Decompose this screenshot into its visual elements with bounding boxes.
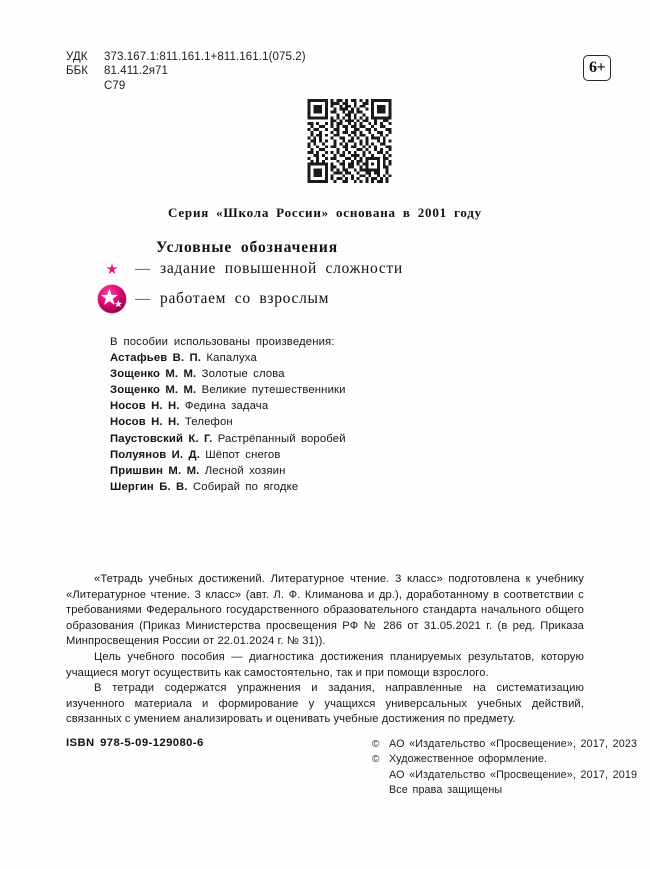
annotation-paragraph-3: В тетради содержатся упражнения и задания, направленные на систематизацию изученного материала и формирование у учащихся универсальных учебных действий, связанных с умением анализировать и оценивать учебные достижения по предмету. bbox=[66, 682, 584, 726]
legend-item-label: работаем со взрослым bbox=[160, 290, 330, 307]
series-line: Серия «Школа России» основана в 2001 году bbox=[168, 205, 482, 220]
copyright-line bbox=[372, 768, 637, 783]
copyright-line bbox=[372, 737, 637, 752]
copyright-line bbox=[372, 783, 637, 798]
annotation-paragraph-2: Цель учебного пособия — диагностика достижения планируемых результатов, которую учащиеся могут осуществить как самостоятельно, так и при помощи взрослого. bbox=[66, 650, 584, 679]
copyright-text: АО «Издательство «Просвещение», 2017, 2019 bbox=[389, 768, 638, 781]
legend-item-advanced-task bbox=[92, 258, 403, 280]
legend-dash: — bbox=[135, 290, 151, 307]
list-item bbox=[110, 479, 346, 495]
work-author: Носов Н. Н. bbox=[110, 400, 180, 413]
work-author: Пришвин М. М. bbox=[110, 464, 200, 477]
work-title: Великие путешественники bbox=[201, 384, 346, 397]
copyright-icon-spacer bbox=[372, 768, 389, 783]
work-title: Шёпот снегов bbox=[205, 448, 281, 461]
work-author: Носов Н. Н. bbox=[110, 416, 180, 429]
work-author: Зощенко М. М. bbox=[110, 384, 197, 397]
list-item bbox=[110, 447, 346, 463]
works-intro: В пособии использованы произведения: bbox=[110, 336, 335, 348]
copyright-text: АО «Издательство «Просвещение», 2017, 2023 bbox=[389, 738, 638, 750]
udk-value: 373.167.1:811.161.1+811.161.1(075.2) bbox=[104, 51, 306, 63]
copyright-icon: © bbox=[372, 754, 380, 766]
copyright-line bbox=[372, 752, 637, 767]
copyright-icon-spacer bbox=[372, 783, 389, 798]
work-title: Лесной хозяин bbox=[204, 464, 286, 477]
work-title: Собирай по ягодке bbox=[192, 480, 299, 493]
classification-codes bbox=[66, 50, 306, 93]
annotation-paragraph-1: «Тетрадь учебных достижений. Литературное чтение. 3 класс» подготовлена к учебнику «Литературное чтение. 3 класс» (авт. Л. Ф. Климанова и др.), доработанному в соответствии с требованиями Федерального государственного образовательного стандарта начального общего образования (Приказ Министерства просвещения РФ № 286 от 31.05.2021 г. (в ред. Приказа Минпросвещения России от 22.01.2024 г. № 31)). bbox=[66, 573, 584, 648]
list-item bbox=[110, 382, 346, 398]
work-author: Зощенко М. М. bbox=[110, 368, 197, 381]
copyright-icon: © bbox=[372, 739, 380, 750]
legend-dash: — bbox=[135, 260, 151, 277]
isbn-value: ISBN 978-5-09-129080-6 bbox=[66, 737, 204, 749]
work-author: Полуянов И. Д. bbox=[110, 448, 200, 461]
udk-row bbox=[66, 50, 306, 64]
bbk-value: 81.411.2я71 bbox=[104, 65, 169, 78]
list-item bbox=[110, 398, 346, 414]
work-title: Капалуха bbox=[206, 352, 257, 365]
age-rating-badge: 6+ bbox=[583, 55, 611, 81]
bbk-label: ББК bbox=[66, 65, 89, 78]
star-badge-icon bbox=[92, 284, 132, 314]
list-item bbox=[110, 431, 346, 447]
copyright-block bbox=[372, 737, 637, 798]
legend-item-with-adult bbox=[92, 283, 329, 315]
work-title: Федина задача bbox=[184, 400, 269, 413]
shelf-value: С79 bbox=[104, 79, 126, 92]
work-author: Паустовский К. Г. bbox=[110, 432, 213, 445]
annotation-text bbox=[66, 572, 584, 728]
legend-title: Условные обозначения bbox=[156, 239, 339, 256]
bbk-row bbox=[66, 64, 306, 78]
list-item bbox=[110, 414, 346, 430]
work-title: Растрёпанный воробей bbox=[217, 432, 346, 445]
legend-item-label: задание повышенной сложности bbox=[160, 260, 403, 277]
list-item bbox=[110, 463, 346, 479]
qr-code-icon[interactable] bbox=[299, 99, 400, 183]
copyright-text: Художественное оформление. bbox=[389, 753, 548, 766]
copyright-text: Все права защищены bbox=[389, 783, 503, 796]
work-title: Золотые слова bbox=[201, 368, 285, 381]
list-item bbox=[110, 350, 346, 366]
shelf-row bbox=[66, 79, 306, 93]
star-icon bbox=[92, 262, 132, 276]
work-author: Астафьев В. П. bbox=[110, 352, 202, 365]
work-author: Шергин Б. В. bbox=[110, 480, 188, 493]
udk-label: УДК bbox=[66, 51, 88, 63]
works-list bbox=[110, 334, 346, 495]
work-title: Телефон bbox=[184, 416, 233, 429]
shelf-label-spacer bbox=[66, 79, 104, 93]
list-item bbox=[110, 366, 346, 382]
